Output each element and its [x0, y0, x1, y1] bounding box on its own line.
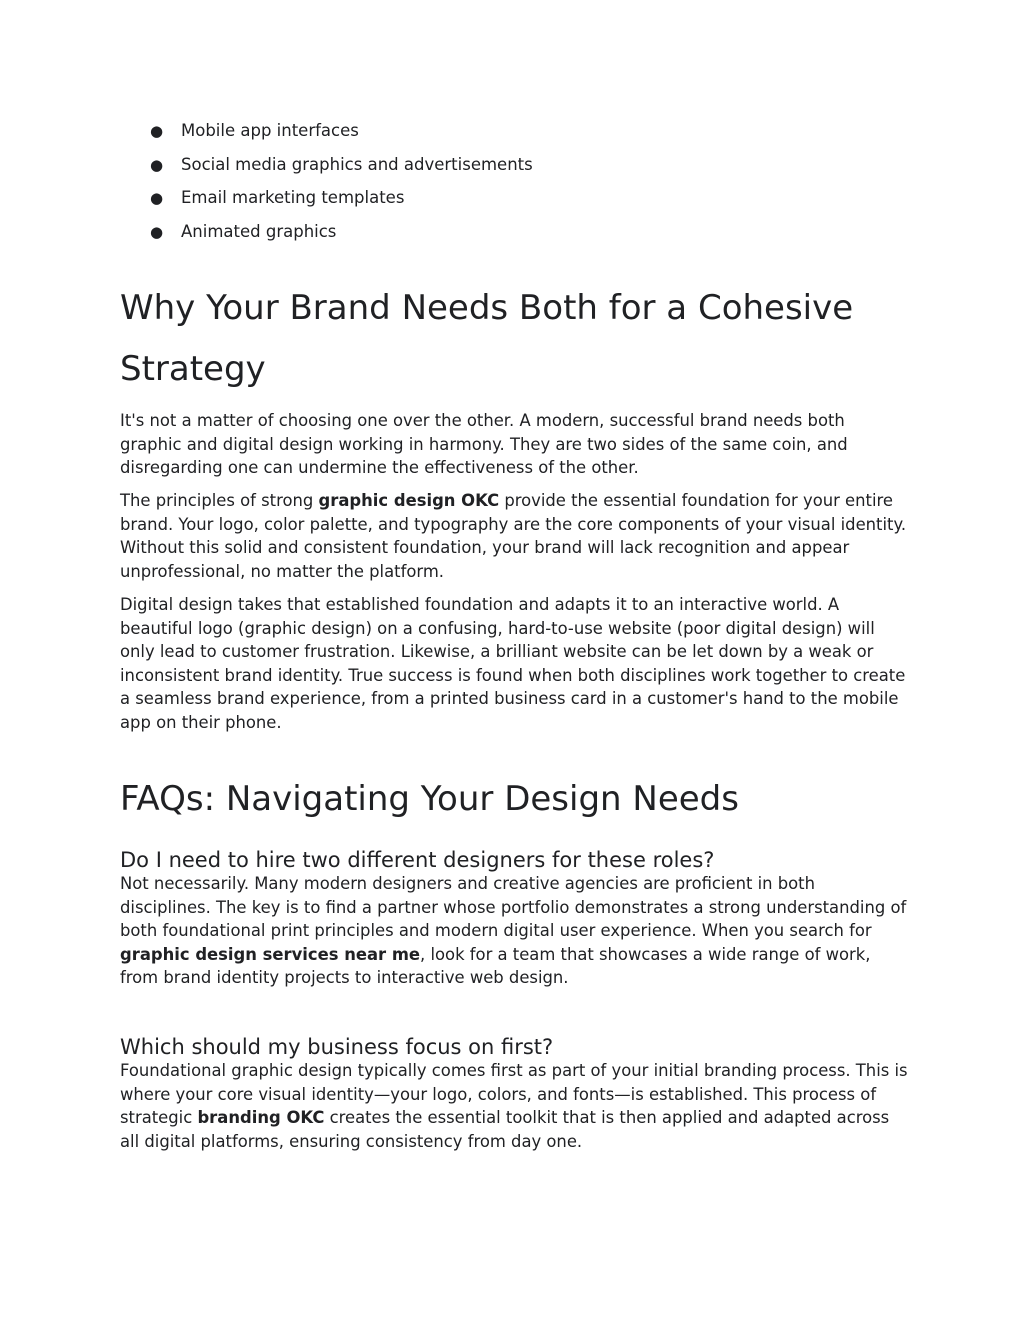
paragraph: It's not a matter of choosing one over the other. A modern, successful brand needs both graphic and digital design working in harmony. They are two sides of the same coin, and disregarding one can undermine the effectiveness of the other.	[120, 411, 848, 477]
section-heading-faqs: FAQs: Navigating Your Design Needs	[120, 779, 739, 819]
bullet-icon: ●	[150, 222, 164, 241]
faq-answer: Not necessarily. Many modern designers and creative agencies are proficient in both disciplines. The key is to find a partner whose portfolio demonstrates a strong understanding of both foundational print principles and modern digital user experience. When you search for graphic design services near me, look for a team that showcases a wide range of work, from brand identity projects to interactive web design.	[120, 874, 907, 987]
keyword-link: graphic design services near me	[120, 944, 421, 964]
list-item: ● Email marketing templates	[120, 185, 533, 219]
keyword-link: graphic design OKC	[318, 491, 500, 510]
section-heading-cohesive-strategy: Why Your Brand Needs Both for a Cohesive Strategy	[120, 288, 854, 389]
faq-question: Which should my business focus on first?	[120, 1035, 554, 1059]
keyword-link: branding OKC	[197, 1108, 325, 1127]
list-item: ● Animated graphics	[120, 219, 533, 253]
faq-question: Do I need to hire two different designers for these roles?	[120, 848, 715, 872]
list-item: ● Social media graphics and advertisements	[120, 152, 533, 186]
bullet-icon: ●	[150, 155, 164, 174]
bullet-icon: ●	[150, 189, 164, 207]
faq-answer: Foundational graphic design typically comes first as part of your initial branding process. This is where your core visual identity—your logo, colors, and fonts—is established. This process of strategic branding OKC creates the essential toolkit that is then applied and adapted across all digital platforms, ensuring consistency from day one.	[120, 1061, 908, 1151]
list-item: ● Mobile app interfaces	[120, 118, 533, 152]
paragraph: Digital design takes that established foundation and adapts it to an interactive world. A beautiful logo (graphic design) on a confusing, hard-to-use website (poor digital design) will only lead to customer frustration. Likewise, a brilliant website can be let down by a weak or inconsistent brand identity. True success is found when both disciplines work together to create a seamless brand experience, from a printed business card in a customer's hand to the mobile app on their phone.	[120, 595, 906, 732]
paragraph: The principles of strong graphic design OKC provide the essential foundation for your entire brand. Your logo, color palette, and typography are the core components of your visual identity. Without this solid and consistent foundation, your brand will lack recognition and appear unprofessional, no matter the platform.	[120, 491, 907, 581]
bullet-icon: ●	[150, 122, 164, 140]
bullet-list	[120, 118, 533, 252]
